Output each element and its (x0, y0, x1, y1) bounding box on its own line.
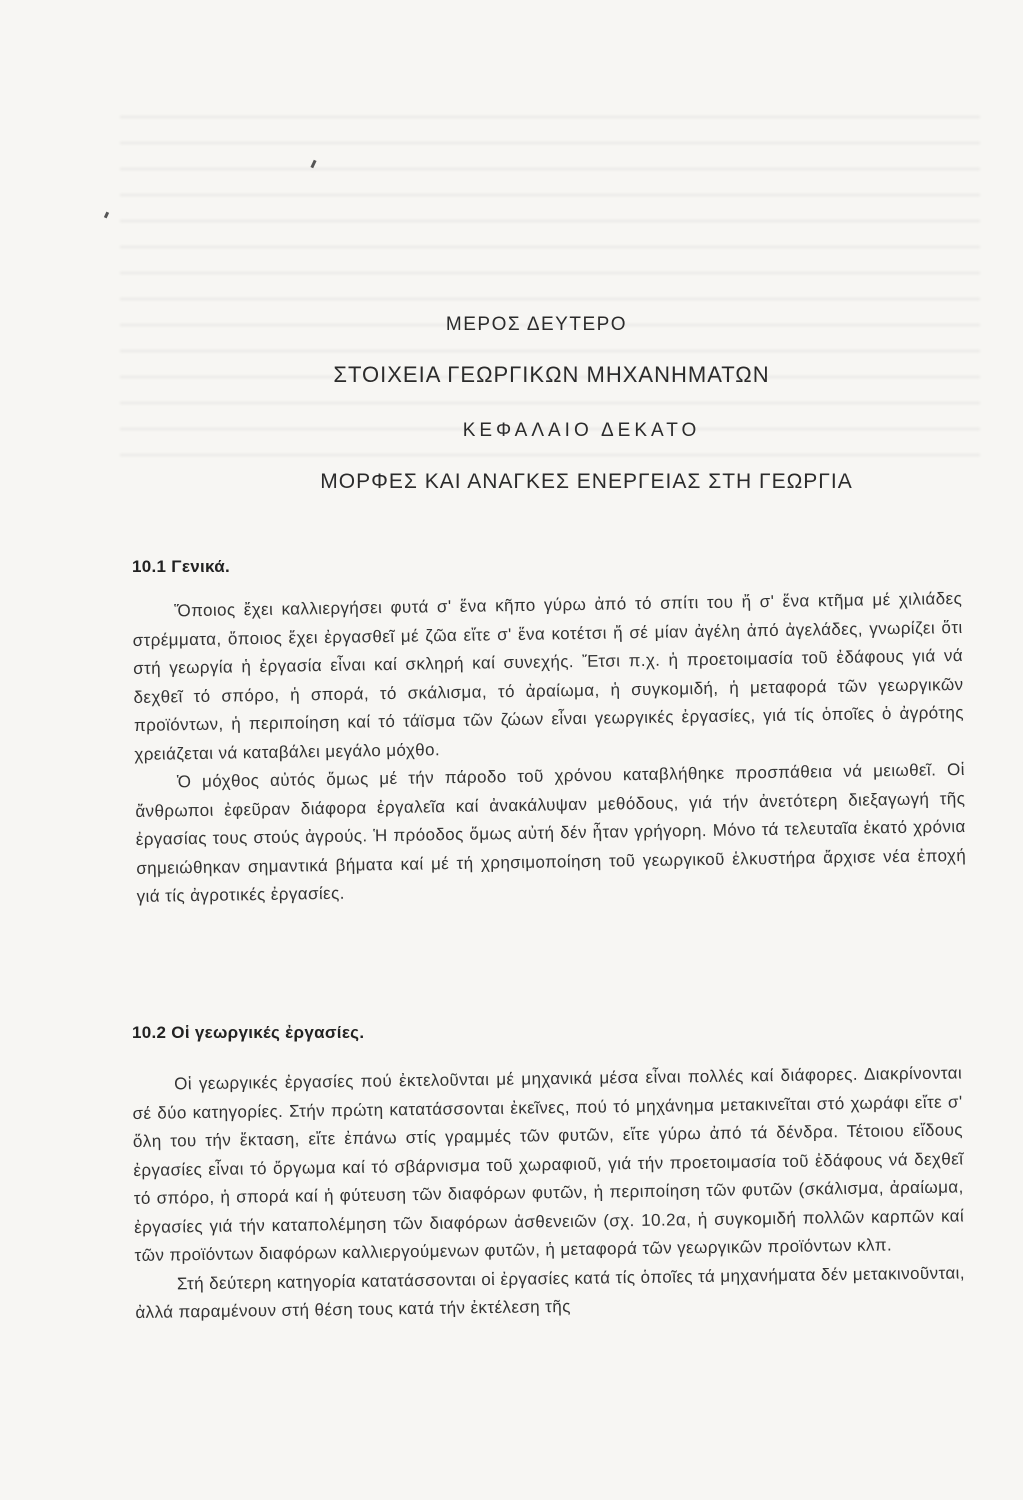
part-heading: ΜΕΡΟΣ ΔΕΥΤΕΡΟ (445, 314, 628, 335)
section-body-10-2 (132, 1059, 966, 1327)
section-body-10-1 (132, 585, 967, 911)
section-heading-10-2: 10.2 Οἱ γεωργικές ἐργασίες. (132, 1023, 365, 1042)
paragraph: Στή δεύτερη κατηγορία κατατάσσονται οἱ ἐργασίες κατά τίς ὁποῖες τά μηχανήματα δέν μετακινοῦνται, ἀλλά παραμένουν στή θέση τους κατά τήν ἐκτέλεση τῆς (135, 1262, 966, 1322)
paragraph: Οἱ γεωργικές ἐργασίες πού ἐκτελοῦνται μέ μηχανικά μέσα εἶναι πολλές καί διάφορες. Διακρίνονται σέ δύο κατηγορίες. Στήν πρώτη κατατάσσονται ἐκεῖνες, πού τό μηχάνημα μετακινεῖται στό χωράφι εἴτε σ' ὅλη του τήν ἔκταση, εἴτε ἐπάνω στίς γραμμές τῶν φυτῶν, εἴτε γύρω ἀπό τά δένδρα. Τέτοιου εἴδους ἐργασίες εἶναι τό ὄργωμα καί τό σβάρνισμα τοῦ χωραφιοῦ, γιά τήν προετοιμασία τοῦ ἐδάφους νά δεχθεῖ τό σπόρο, ἡ σπορά καί ἡ φύτευση τῶν διαφόρων φυτῶν, ἡ περιποίηση τῶν φυτῶν (σκάλισμα, ἀραίωμα, ἐργασίες γιά τήν καταπολέμηση τῶν διαφόρων ἀσθενειῶν (σχ. 10.2α, ἡ συγκομιδή πολλῶν καρπῶν καί τῶν προϊόντων διαφόρων καλλιεργούμενων φυτῶν, ἡ μεταφορά τῶν γεωργικῶν προϊόντων κλπ. (132, 1063, 965, 1265)
chapter-title: ΜΟΡΦΕΣ ΚΑΙ ΑΝΑΓΚΕΣ ΕΝΕΡΓΕΙΑΣ ΣΤΗ ΓΕΩΡΓΙΑ (320, 470, 853, 493)
ink-speck (104, 212, 109, 219)
paragraph: Ὁ μόχθος αὐτός ὅμως μέ τήν πάροδο τοῦ χρόνου καταβλήθηκε προσπάθεια νά μειωθεῖ. Οἱ ἄνθρωποι ἐφεῦραν διάφορα ἐργαλεῖα καί ἀνακάλυψαν μεθόδους, γιά τήν ἀνετότερη διεξαγωγή τῆς ἐργασίας τους στούς ἀγρούς. Ἡ πρόοδος ὅμως αὐτή δέν ἦταν γρήγορη. Μόνο τά τελευταῖα ἑκατό χρόνια σημειώθηκαν σημαντικά βήματα καί μέ τή χρησιμοποίηση τοῦ γεωργικοῦ ἑλκυστήρα ἄρχισε νέα ἐποχή γιά τίς ἀγροτικές ἐργασίες. (135, 759, 967, 906)
section-heading-10-1: 10.1 Γενικά. (132, 557, 230, 576)
chapter-heading: ΚΕΦΑΛΑΙΟ ΔΕΚΑΤΟ (462, 420, 701, 441)
paragraph: Ὅποιος ἔχει καλλιεργήσει φυτά σ' ἕνα κῆπο γύρω ἀπό τό σπίτι του ἤ σ' ἕνα κτῆμα μέ χιλιάδες στρέμματα, ὅποιος ἔχει ἐργασθεῖ μέ ζῶα εἴτε σ' ἕνα κοτέτσι ἤ σέ μίαν ἀγέλη ἀπό ἀγελάδες, γνωρίζει ὅτι στή γεωργία ἡ ἐργασία εἶναι καί σκληρή καί συνεχής. Ἔτσι π.χ. ἡ προετοιμασία τοῦ ἐδάφους γιά νά δεχθεῖ τό σπόρο, ἡ σπορά, τό σκάλισμα, τό ἀραίωμα, ἡ συγκομιδή, ἡ μεταφορά τῶν γεωργικῶν προϊόντων, ἡ περιποίηση καί τό τάϊσμα τῶν ζώων εἶναι γεωργικές ἐργασίες, γιά τίς ὁποῖες ὁ ἀγρότης χρειάζεται νά καταβάλει μεγάλο μόχθο. (132, 588, 965, 764)
book-title: ΣΤΟΙΧΕΙΑ ΓΕΩΡΓΙΚΩΝ ΜΗΧΑΝΗΜΑΤΩΝ (333, 362, 770, 387)
